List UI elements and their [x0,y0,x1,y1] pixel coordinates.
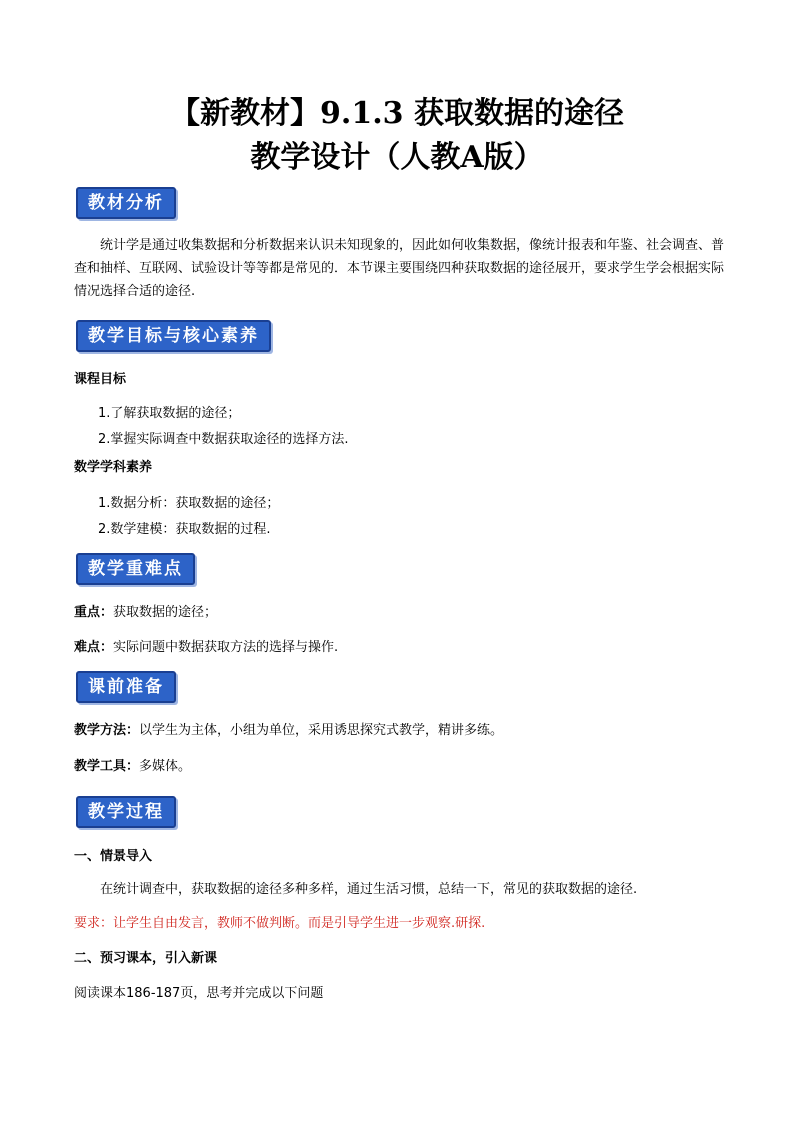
tools-label: 教学工具： [74,759,140,774]
section-badge-preparation: 课前准备 [76,671,176,703]
difficulty-text: 实际问题中数据获取方法的选择与操作. [113,640,339,655]
requirement-text: 要求：让学生自由发言，教师不做判断。而是引导学生进一步观察.研探. [74,916,486,931]
course-goal-item-1: 1.了解获取数据的途径； [98,406,241,421]
focus-line [74,601,724,624]
section-badge-key-points: 教学重难点 [76,553,195,585]
step2-heading: 二、预习课本，引入新课 [74,951,218,966]
section-badge-goals: 教学目标与核心素养 [76,320,271,352]
analysis-paragraph: 统计学是通过收集数据和分析数据来认识未知现象的，因此如何收集数据，像统计报表和年鉴、社会调查、普查和抽样、互联网、试验设计等等都是常见的．本节课主要围绕四种获取数据的途径展开，要求学生学会根据实际情况选择合适的途径. [74,238,725,299]
literacy-item-2: 2.数学建模：获取数据的过程. [98,522,271,537]
literacy-heading: 数学学科素养 [74,460,153,475]
difficulty-line [74,636,724,659]
method-line [74,719,724,742]
course-goal-item-2: 2.掌握实际调查中数据获取途径的选择方法. [98,432,349,447]
tools-line [74,755,724,778]
step1-heading: 一、情景导入 [74,849,153,864]
section-badge-process: 教学过程 [76,796,176,828]
method-label: 教学方法： [74,723,140,738]
step1-text: 在统计调查中，获取数据的途径多种多样，通过生活习惯，总结一下，常见的获取数据的途径. [100,882,638,897]
tools-text: 多媒体。 [139,759,192,774]
difficulty-label: 难点： [74,640,114,655]
course-goals-heading: 课程目标 [74,372,127,387]
section-badge-analysis: 教材分析 [76,187,176,219]
focus-text: 获取数据的途径； [113,605,218,620]
step2-text: 阅读课本186-187页，思考并完成以下问题 [74,986,324,1001]
page-subtitle: 教学设计（人教A版） [250,140,544,175]
page-title: 【新教材】9.1.3 获取数据的途径 [170,96,624,131]
focus-label: 重点： [74,605,114,620]
literacy-item-1: 1.数据分析：获取数据的途径； [98,496,280,511]
method-text: 以学生为主体，小组为单位，采用诱思探究式教学，精讲多练。 [139,723,504,738]
